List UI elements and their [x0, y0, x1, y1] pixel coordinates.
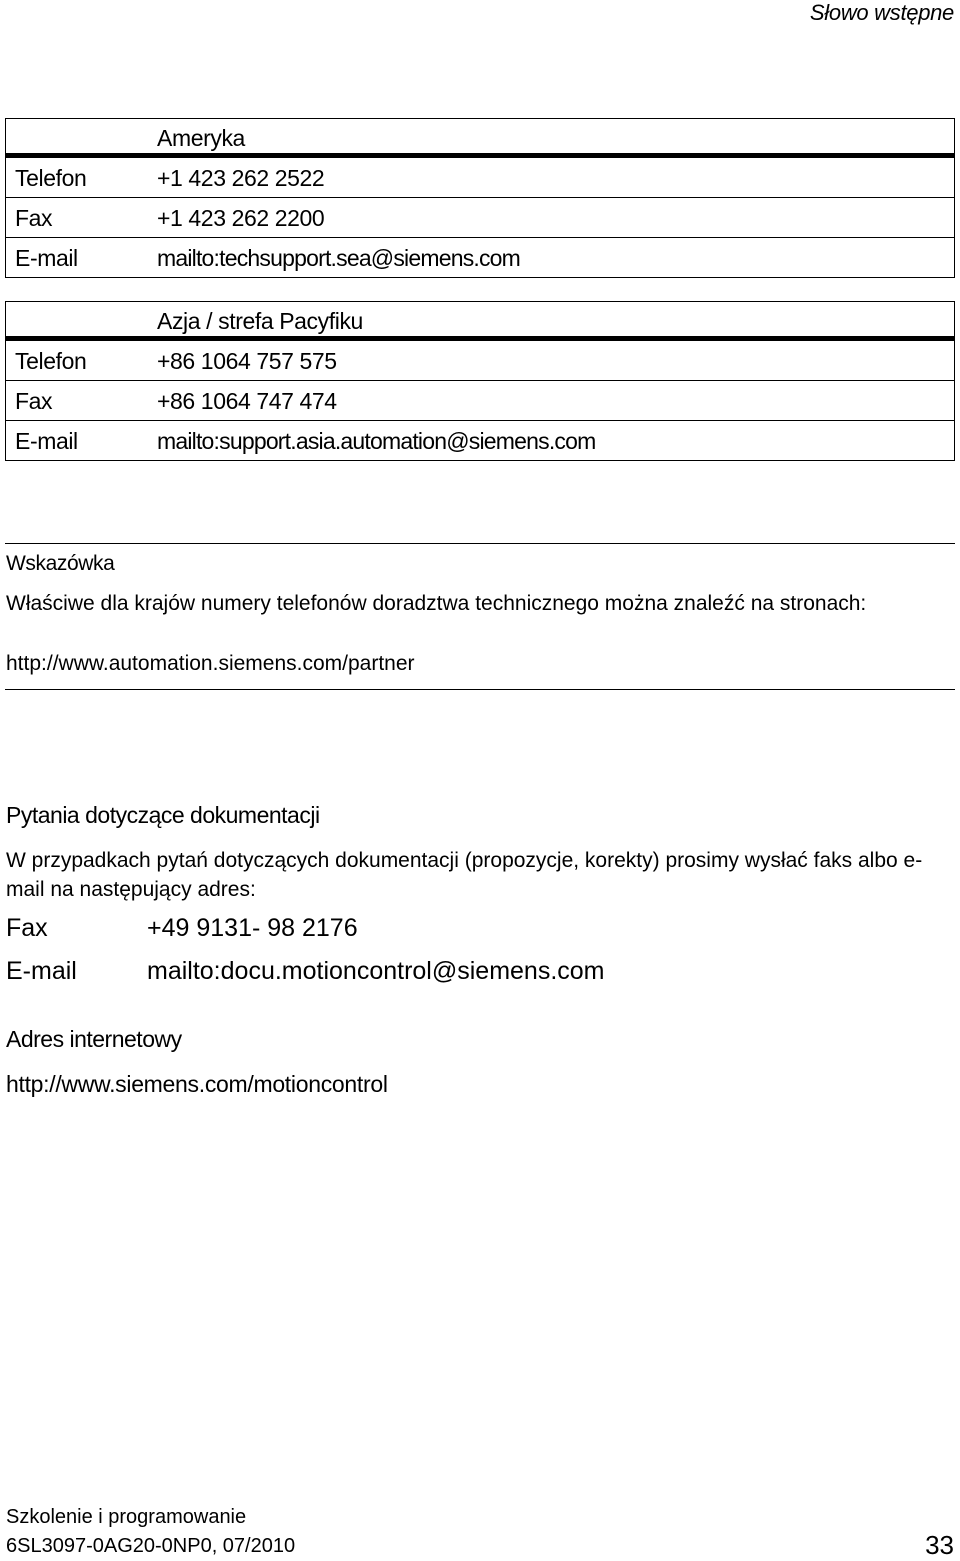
contact-row-phone — [6, 340, 954, 380]
contact-label: Fax — [15, 205, 53, 231]
contact-table-america — [5, 118, 955, 278]
region-name: Azja / strefa Pacyfiku — [157, 308, 363, 334]
contact-row-phone — [6, 157, 954, 197]
contact-row-email — [6, 237, 954, 277]
doc-fax-row — [6, 914, 358, 943]
region-header — [6, 119, 954, 157]
fax-label: Fax — [6, 914, 48, 942]
hint-title: Wskazówka — [6, 552, 115, 575]
documentation-heading: Pytania dotyczące dokumentacji — [6, 802, 320, 828]
contact-value: +1 423 262 2200 — [157, 205, 325, 231]
contact-label: Telefon — [15, 348, 87, 374]
email-link[interactable]: mailto:techsupport.sea@siemens.com — [157, 245, 521, 271]
contact-value: +86 1064 747 474 — [157, 388, 337, 414]
contact-label: E-mail — [15, 428, 78, 454]
contact-label: Fax — [15, 388, 53, 414]
contact-value: +86 1064 757 575 — [157, 348, 337, 374]
footer-doc-number: 6SL3097-0AG20-0NP0, 07/2010 — [6, 1535, 296, 1557]
motioncontrol-link[interactable]: http://www.siemens.com/motioncontrol — [6, 1071, 388, 1097]
contact-value: +1 423 262 2522 — [157, 165, 325, 191]
contact-label: E-mail — [15, 245, 78, 271]
web-heading: Adres internetowy — [6, 1026, 182, 1052]
hint-bottom-rule — [5, 689, 955, 690]
contact-table-asia-pacific — [5, 301, 955, 461]
hint-top-rule — [5, 543, 955, 544]
region-header — [6, 302, 954, 340]
contact-row-fax — [6, 380, 954, 420]
region-name: Ameryka — [157, 125, 245, 151]
page-number: 33 — [925, 1530, 954, 1560]
email-link[interactable]: mailto:support.asia.automation@siemens.com — [157, 428, 596, 454]
contact-row-fax — [6, 197, 954, 237]
contact-row-email — [6, 420, 954, 460]
fax-number: +49 9131- 98 2176 — [147, 914, 358, 942]
partner-link[interactable]: http://www.automation.siemens.com/partner — [6, 652, 415, 675]
doc-email-link[interactable]: mailto:docu.motioncontrol@siemens.com — [147, 957, 605, 985]
section-title: Słowo wstępne — [809, 0, 954, 25]
contact-label: Telefon — [15, 165, 87, 191]
email-label: E-mail — [6, 957, 77, 985]
doc-email-row — [6, 957, 605, 986]
footer-doc-title: Szkolenie i programowanie — [6, 1506, 247, 1528]
documentation-text: W przypadkach pytań dotyczących dokumentacji (propozycje, korekty) prosimy wysłać faks albo e-mail na następujący adres: — [6, 849, 923, 901]
hint-text: Właściwe dla krajów numery telefonów doradztwa technicznego można znaleźć na stronach: — [6, 592, 867, 615]
